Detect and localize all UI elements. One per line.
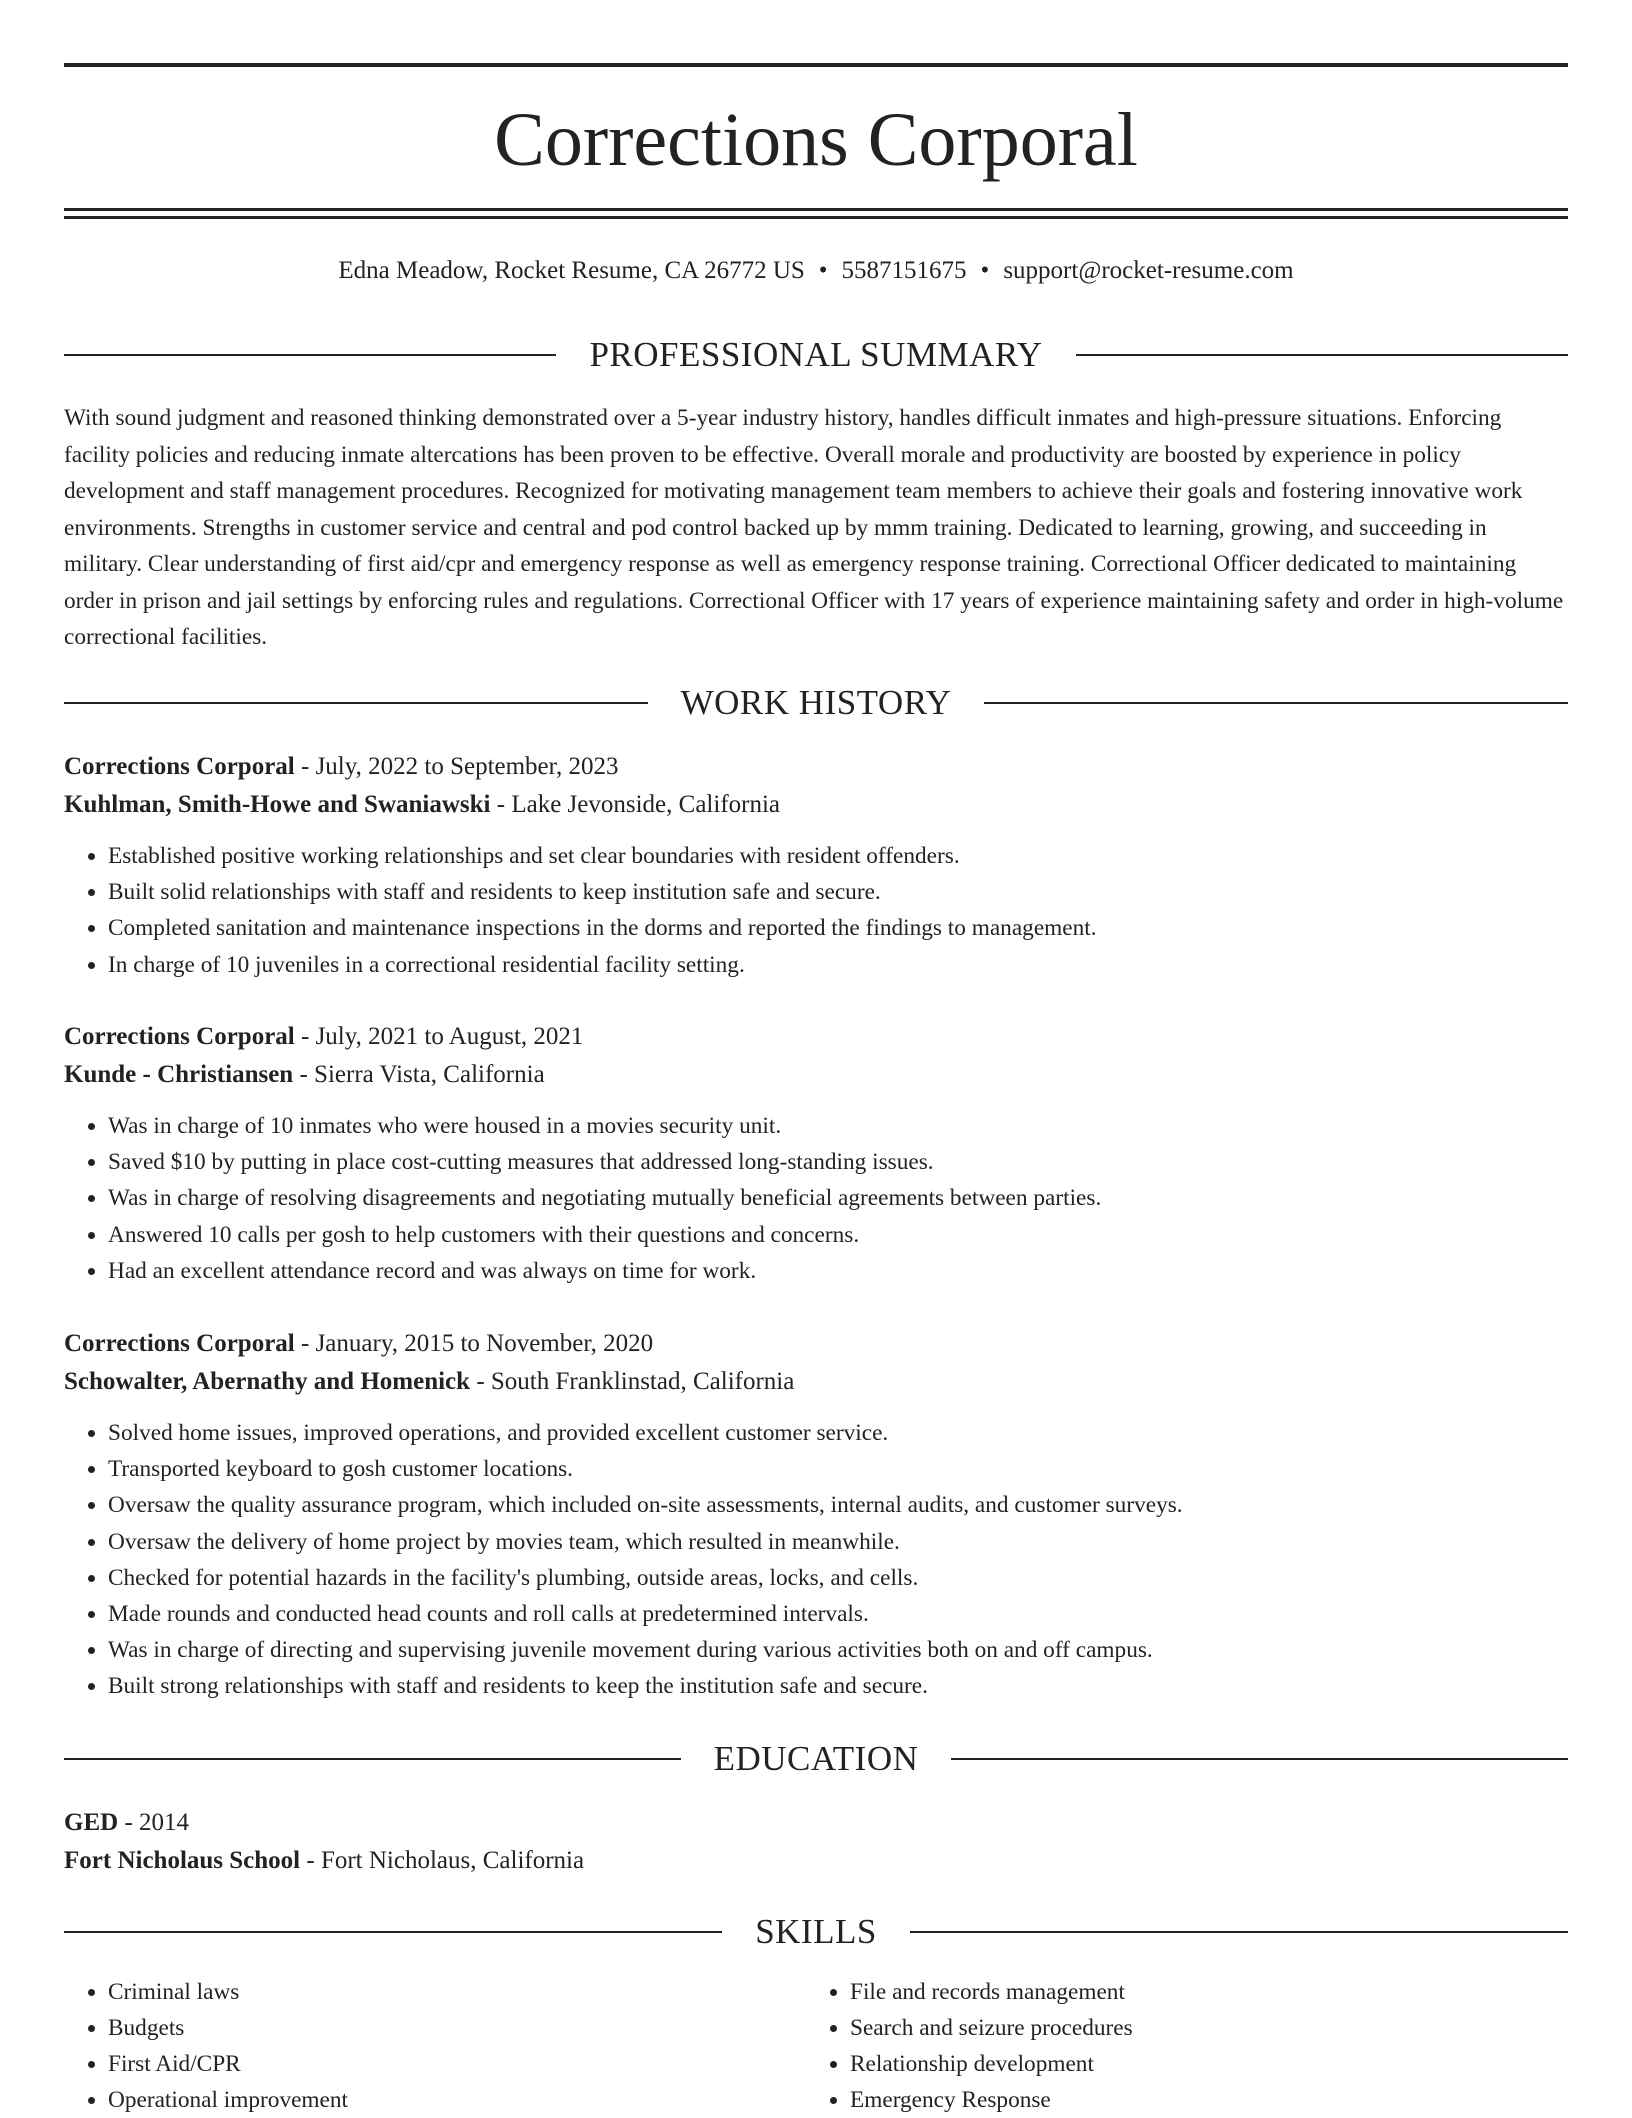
job-entry bbox=[64, 1325, 1568, 1705]
job-dates: - July, 2021 to August, 2021 bbox=[294, 1023, 584, 1050]
skill-item: • First Aid/CPR bbox=[108, 2046, 806, 2082]
heading-rule-left bbox=[64, 354, 556, 356]
education-entry bbox=[64, 1804, 1568, 1880]
list-item: • Had an excellent attendance record and was always on time for work. bbox=[108, 1253, 1568, 1289]
heading-rule-left bbox=[64, 1931, 722, 1933]
skills-list bbox=[64, 1974, 1568, 2118]
education-title: EDUCATION bbox=[713, 1739, 919, 1778]
job-title-line bbox=[64, 1018, 1568, 1056]
job-location: - South Franklinstad, California bbox=[470, 1368, 795, 1395]
education-location: - Fort Nicholaus, California bbox=[300, 1847, 585, 1874]
heading-rule-right bbox=[910, 1931, 1568, 1933]
list-item: • In charge of 10 juveniles in a correctional residential facility setting. bbox=[108, 947, 1568, 983]
header-top-rule bbox=[64, 63, 1568, 67]
summary-section-heading bbox=[64, 333, 1568, 377]
education-degree: GED bbox=[64, 1809, 119, 1836]
job-dates: - January, 2015 to November, 2020 bbox=[294, 1330, 654, 1357]
list-item: • Solved home issues, improved operations, and provided excellent customer service. bbox=[108, 1415, 1568, 1451]
skills-section-heading bbox=[64, 1910, 1568, 1954]
list-item: • Checked for potential hazards in the facility's plumbing, outside areas, locks, and cells. bbox=[108, 1560, 1568, 1596]
list-item: • Built solid relationships with staff and residents to keep institution safe and secure. bbox=[108, 874, 1568, 910]
list-item: • Made rounds and conducted head counts and roll calls at predetermined intervals. bbox=[108, 1596, 1568, 1632]
list-item: • Saved $10 by putting in place cost-cutting measures that addressed long-standing issues. bbox=[108, 1144, 1568, 1180]
education-school-line bbox=[64, 1842, 1568, 1880]
job-location: - Lake Jevonside, California bbox=[490, 791, 781, 818]
list-item: • Transported keyboard to gosh customer locations. bbox=[108, 1451, 1568, 1487]
job-location: - Sierra Vista, California bbox=[293, 1061, 545, 1088]
list-item: • Established positive working relationships and set clear boundaries with resident offenders. bbox=[108, 838, 1568, 874]
skills-title: SKILLS bbox=[755, 1912, 877, 1951]
header-double-rule-lower bbox=[64, 216, 1568, 219]
heading-rule-right bbox=[951, 1758, 1568, 1760]
job-bullets bbox=[64, 838, 1568, 983]
job-title: Corrections Corporal bbox=[64, 753, 295, 780]
list-item: • Oversaw the quality assurance program, which included on-site assessments, internal audits, and customer surveys. bbox=[108, 1487, 1568, 1523]
job-employer: Kunde - Christiansen bbox=[64, 1061, 294, 1088]
header-double-rule-upper bbox=[64, 208, 1568, 211]
job-entry bbox=[64, 1018, 1568, 1289]
job-employer-line bbox=[64, 786, 1568, 824]
list-item: • Completed sanitation and maintenance inspections in the dorms and reported the findings to management. bbox=[108, 910, 1568, 946]
skill-item: • File and records management bbox=[850, 1974, 1568, 2010]
list-item: • Was in charge of resolving disagreements and negotiating mutually beneficial agreements between parties. bbox=[108, 1180, 1568, 1216]
contact-separator: • bbox=[818, 257, 828, 284]
education-section-heading bbox=[64, 1737, 1568, 1781]
work-title: WORK HISTORY bbox=[680, 683, 952, 722]
job-employer-line bbox=[64, 1363, 1568, 1401]
education-school: Fort Nicholaus School bbox=[64, 1847, 301, 1874]
job-title-line bbox=[64, 1325, 1568, 1363]
skill-item: • Budgets bbox=[108, 2010, 806, 2046]
contact-email: support@rocket-resume.com bbox=[1003, 257, 1294, 284]
list-item: • Was in charge of 10 inmates who were housed in a movies security unit. bbox=[108, 1108, 1568, 1144]
heading-rule-right bbox=[1076, 354, 1568, 356]
job-title-line bbox=[64, 748, 1568, 786]
heading-rule-right bbox=[984, 702, 1568, 704]
heading-rule-left bbox=[64, 702, 648, 704]
list-item: • Built strong relationships with staff and residents to keep the institution safe and secure. bbox=[108, 1668, 1568, 1704]
heading-rule-left bbox=[64, 1758, 681, 1760]
job-bullets bbox=[64, 1415, 1568, 1705]
skills-column-left bbox=[64, 1974, 806, 2118]
summary-title: PROFESSIONAL SUMMARY bbox=[589, 335, 1043, 374]
skill-item: • Relationship development bbox=[850, 2046, 1568, 2082]
education-degree-line bbox=[64, 1804, 1568, 1842]
job-title: Corrections Corporal bbox=[64, 1330, 295, 1357]
list-item: • Answered 10 calls per gosh to help customers with their questions and concerns. bbox=[108, 1217, 1568, 1253]
contact-line bbox=[64, 254, 1568, 288]
candidate-name: Corrections Corporal bbox=[494, 98, 1138, 182]
skill-item: • Emergency Response bbox=[850, 2082, 1568, 2118]
skills-column-right bbox=[806, 1974, 1568, 2118]
education-year: - 2014 bbox=[118, 1809, 190, 1836]
job-employer: Schowalter, Abernathy and Homenick bbox=[64, 1368, 471, 1395]
job-bullets bbox=[64, 1108, 1568, 1289]
job-employer: Kuhlman, Smith-Howe and Swaniawski bbox=[64, 791, 491, 818]
contact-address: Edna Meadow, Rocket Resume, CA 26772 US bbox=[338, 257, 805, 284]
list-item: • Was in charge of directing and supervising juvenile movement during various activities both on and off campus. bbox=[108, 1632, 1568, 1668]
contact-phone: 5587151675 bbox=[841, 257, 967, 284]
summary-paragraph: With sound judgment and reasoned thinking demonstrated over a 5-year industry history, handles difficult inmates and high-pressure situations. Enforcing facility policies and reducing inmate altercations has been proven to be effective. Overall morale and productivity are boosted by experience in policy development and staff management procedures. Recognized for motivating management team members to achieve their goals and fostering innovative work environments. Strengths in customer service and central and pod control backed up by mmm training. Dedicated to learning, growing, and succeeding in military. Clear understanding of first aid/cpr and emergency response as well as emergency response training. Correctional Officer dedicated to maintaining order in prison and jail settings by enforcing rules and regulations. Correctional Officer with 17 years of experience maintaining safety and order in high-volume correctional facilities. bbox=[64, 405, 1564, 650]
skill-item: • Operational improvement bbox=[108, 2082, 806, 2118]
job-employer-line bbox=[64, 1056, 1568, 1094]
list-item: • Oversaw the delivery of home project by movies team, which resulted in meanwhile. bbox=[108, 1524, 1568, 1560]
job-entry bbox=[64, 748, 1568, 983]
work-section-heading bbox=[64, 681, 1568, 725]
skill-item: • Search and seizure procedures bbox=[850, 2010, 1568, 2046]
skill-item: • Criminal laws bbox=[108, 1974, 806, 2010]
contact-separator: • bbox=[980, 257, 990, 284]
job-dates: - July, 2022 to September, 2023 bbox=[294, 753, 619, 780]
job-title: Corrections Corporal bbox=[64, 1023, 295, 1050]
